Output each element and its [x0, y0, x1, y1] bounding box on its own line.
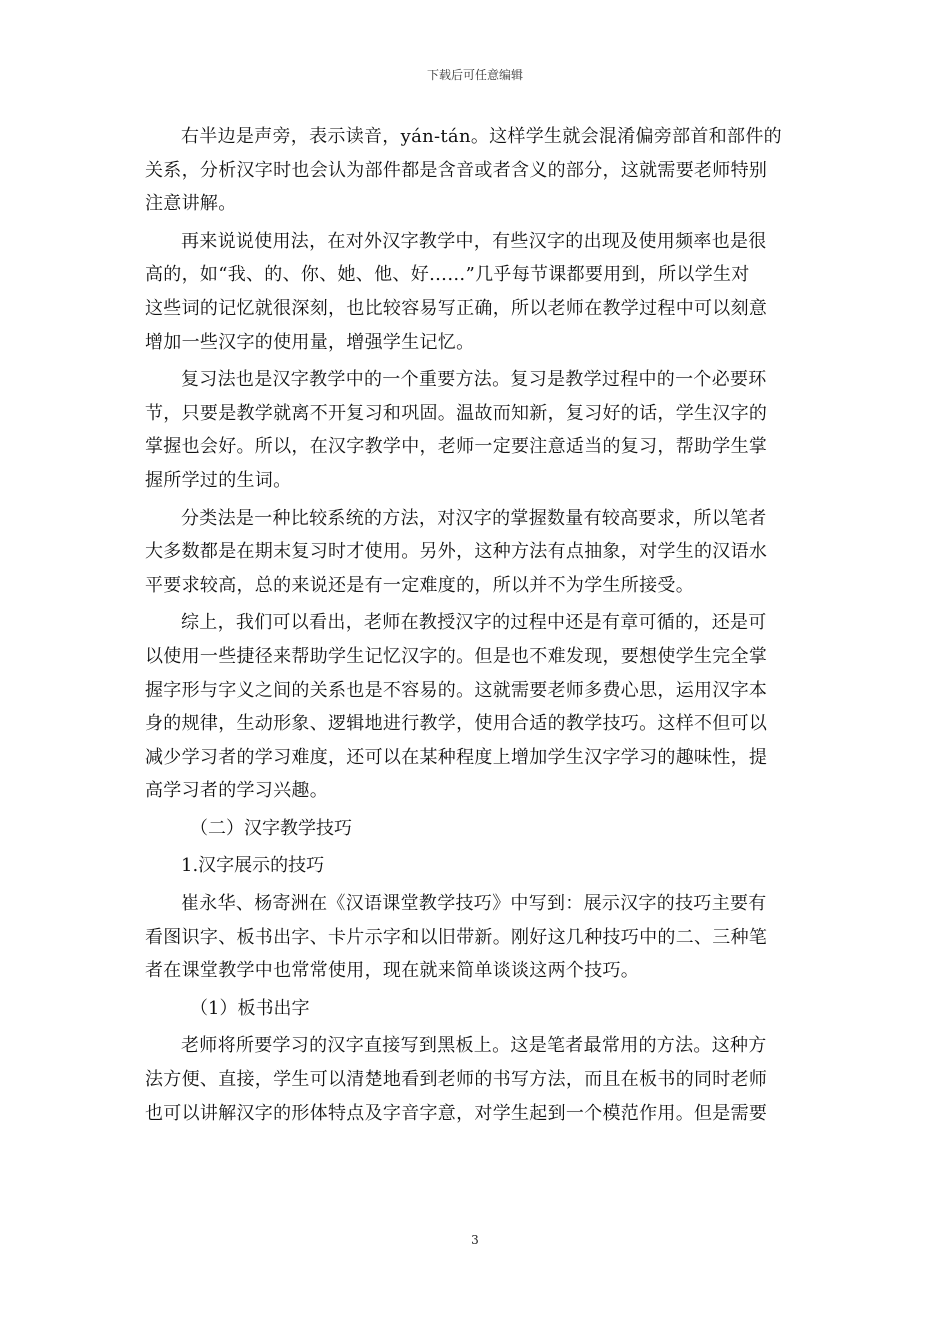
paragraph-line: 节，只要是教学就离不开复习和巩固。温故而知新，复习好的话，学生汉字的	[145, 402, 768, 424]
paragraph-line: 再来说说使用法，在对外汉字教学中，有些汉字的出现及使用频率也是很	[181, 230, 767, 252]
paragraph	[145, 606, 805, 808]
page-number: 3	[471, 1233, 479, 1247]
document-body	[145, 120, 805, 1134]
paragraph-line: 分类法是一种比较系统的方法，对汉字的掌握数量有较高要求，所以笔者	[181, 507, 767, 529]
paragraph-line: 高学习者的学习兴趣。	[145, 780, 328, 802]
paragraph-line: 右半边是声旁，表示读音，yán-tán。这样学生就会混淆偏旁部首和部件的	[181, 126, 782, 147]
paragraph-line: 掌握也会好。所以，在汉字教学中，老师一定要注意适当的复习，帮助学生掌	[145, 436, 768, 458]
section-heading: （1）板书出字	[190, 997, 310, 1019]
paragraph	[145, 120, 805, 221]
paragraph-line: 看图识字、板书出字、卡片示字和以旧带新。刚好这几种技巧中的二、三种笔	[145, 926, 768, 948]
paragraph	[145, 502, 805, 603]
paragraph-line: 握字形与字义之间的关系也是不容易的。这就需要老师多费心思，运用汉字本	[145, 679, 768, 701]
paragraph-line: 综上，我们可以看出，老师在教授汉字的过程中还是有章可循的，还是可	[181, 612, 767, 634]
paragraph	[145, 225, 805, 359]
paragraph-line: 减少学习者的学习难度，还可以在某种程度上增加学生汉字学习的趣味性，提	[145, 746, 768, 768]
paragraph-line: 高的，如“我、的、你、她、他、好……”几乎每节课都要用到，所以学生对	[145, 264, 750, 286]
paragraph-line: 平要求较高，总的来说还是有一定难度的，所以并不为学生所接受。	[145, 574, 694, 596]
page-header: 下载后可任意编辑	[426, 68, 523, 82]
paragraph-line: 关系，分析汉字时也会认为部件都是含音或者含义的部分，这就需要老师特别	[145, 159, 768, 181]
paragraph-line: 增加一些汉字的使用量，增强学生记忆。	[145, 331, 475, 353]
paragraph-line: 大多数都是在期末复习时才使用。另外，这种方法有点抽象，对学生的汉语水	[145, 541, 768, 563]
paragraph	[145, 1029, 805, 1130]
paragraph-line: 这些词的记忆就很深刻，也比较容易写正确，所以老师在教学过程中可以刻意	[145, 297, 768, 319]
subsection-heading: 1.汉字展示的技巧	[181, 855, 325, 877]
paragraph-line: 身的规律，生动形象、逻辑地进行教学，使用合适的教学技巧。这样不但可以	[145, 713, 768, 735]
paragraph-line: 者在课堂教学中也常常使用，现在就来简单谈谈这两个技巧。	[145, 960, 640, 982]
paragraph-line: 也可以讲解汉字的形体特点及字音字意，对学生起到一个模范作用。但是需要	[145, 1102, 768, 1124]
paragraph	[145, 363, 805, 497]
paragraph-line: 复习法也是汉字教学中的一个重要方法。复习是教学过程中的一个必要环	[181, 369, 767, 391]
paragraph-line: 老师将所要学习的汉字直接写到黑板上。这是笔者最常用的方法。这种方	[181, 1035, 767, 1057]
paragraph-line: 以使用一些捷径来帮助学生记忆汉字的。但是也不难发现，要想使学生完全掌	[145, 645, 768, 667]
paragraph-line: 注意讲解。	[145, 193, 237, 215]
paragraph-line: 握所学过的生词。	[145, 469, 292, 491]
paragraph-line: 法方便、直接，学生可以清楚地看到老师的书写方法，而且在板书的同时老师	[145, 1069, 768, 1091]
paragraph-line: 崔永华、杨寄洲在《汉语课堂教学技巧》中写到：展示汉字的技巧主要有	[181, 893, 767, 915]
paragraph	[145, 887, 805, 988]
section-heading: （二）汉字教学技巧	[190, 817, 352, 839]
